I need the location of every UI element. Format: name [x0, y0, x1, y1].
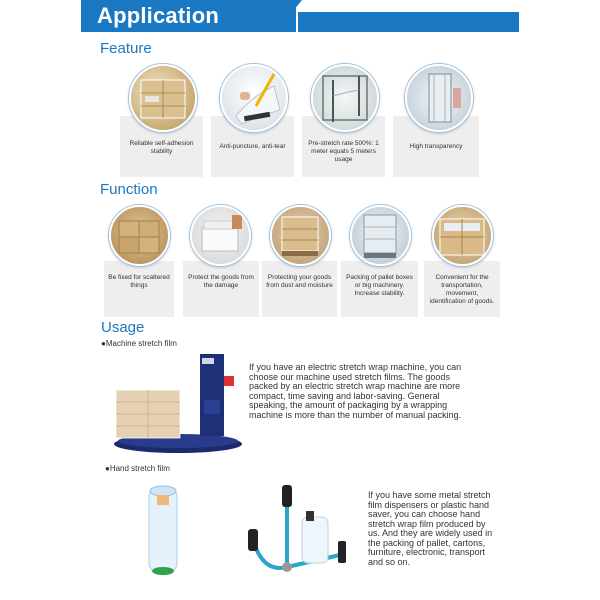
- pallet-boxes-photo: [350, 205, 411, 266]
- wrapped-pallet-photo: [270, 205, 331, 266]
- function-card-label: Protect the goods from the damage: [188, 274, 254, 289]
- film-stretch-photo: [311, 64, 379, 132]
- feature-card-label: High transparency: [409, 143, 463, 150]
- hand-film-roll-photo: [143, 481, 183, 581]
- clear-film-photo: [405, 64, 473, 132]
- function-heading: Function: [100, 181, 158, 198]
- function-card-label: Protecting your goods from dust and moisture: [266, 274, 333, 289]
- boxes-photo: [109, 205, 170, 266]
- labelled-boxes-photo: [432, 205, 493, 266]
- feature-card-label: Reliable self-adhesion stability: [129, 140, 194, 155]
- function-card-label: Be fixed for scattered things: [108, 274, 170, 289]
- function-card: [262, 261, 337, 317]
- header-banner-strip: [298, 12, 519, 32]
- hand-film-heading: ●Hand stretch film: [105, 464, 170, 473]
- function-card: [424, 261, 500, 317]
- film-dispenser-photo: [244, 483, 352, 583]
- feature-card-label: Anti-puncture, anti-tear: [219, 143, 286, 150]
- stacked-boxes-photo: [129, 64, 197, 132]
- feature-heading: Feature: [100, 40, 152, 57]
- function-card: [341, 261, 418, 317]
- hand-film-text: If you have some metal stretch film dispensers or plastic hand saver, you can choose hand stretch wrap film produced by us. And they are widely used in the packing of pallet, cartons, furniture, electronic, transport and so on.: [368, 490, 493, 567]
- page-title: Application: [97, 3, 219, 28]
- function-card-label: Packing of pallet boxes or big machinery. Increase stability.: [346, 274, 413, 297]
- film-puncture-photo: [220, 64, 288, 132]
- function-card: [183, 261, 259, 317]
- machine-film-text: If you have an electric stretch wrap machine, you can choose our machine used stretch films. The goods packed by an electric stretch wrap machine are more compact, time saving and labor-saving. General speaking, the amount of packaging by a wrapping machine is more than the number of manual packing.: [249, 362, 462, 420]
- usage-heading: Usage: [101, 319, 145, 336]
- wrapped-goods-photo: [190, 205, 251, 266]
- feature-card-label: Pre-stretch rate 500%: 1 meter equals 5 meters usage: [308, 140, 379, 163]
- machine-film-heading: ●Machine stretch film: [101, 339, 177, 348]
- wrapping-machine-photo: [112, 352, 252, 455]
- function-card-label: Convenient for the transportation, movement, identification of goods.: [429, 274, 495, 305]
- function-card: [104, 261, 174, 317]
